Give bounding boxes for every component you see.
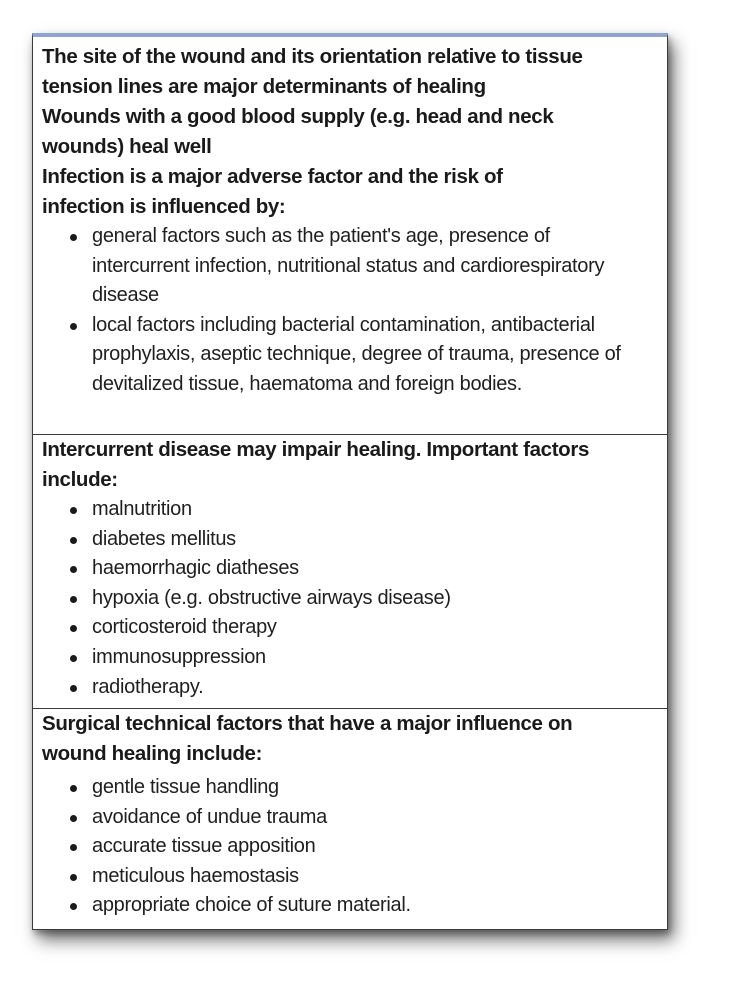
section-heading: Surgical technical factors that have a major influence on wound healing include: <box>42 712 573 765</box>
list-item-text: avoidance of undue trauma <box>92 805 327 828</box>
bullet-icon <box>70 566 77 573</box>
bullet-icon <box>70 537 77 544</box>
list-item <box>42 673 661 703</box>
bullet-icon <box>70 507 77 514</box>
section-intercurrent-disease <box>33 434 667 709</box>
list-item <box>42 222 620 311</box>
list-item-text: meticulous haemostasis <box>92 864 299 887</box>
bullet-icon <box>70 655 77 662</box>
bullet-icon <box>70 625 77 632</box>
statement-infection-risk: Infection is a major adverse factor and the risk of infection is influenced by: <box>42 165 503 218</box>
infection-factors-list <box>42 222 661 400</box>
list-item <box>42 554 661 584</box>
list-item <box>42 525 661 555</box>
list-item <box>42 832 661 862</box>
bullet-icon <box>70 596 77 603</box>
section-wound-site-infection <box>33 40 667 433</box>
list-item-text: malnutrition <box>92 498 192 520</box>
list-item-text: accurate tissue apposition <box>92 835 316 858</box>
list-item <box>42 584 661 614</box>
bullet-icon <box>70 903 77 910</box>
bullet-icon <box>70 815 77 822</box>
bullet-icon <box>70 874 77 881</box>
list-item-text: radiotherapy. <box>92 675 204 698</box>
statement-blood-supply: Wounds with a good blood supply (e.g. head and neck wounds) heal well <box>42 105 554 158</box>
list-item-text: gentle tissue handling <box>92 776 279 798</box>
list-item-text: appropriate choice of suture material. <box>92 894 411 917</box>
statement-site-orientation: The site of the wound and its orientation relative to tissue tension lines are major determinants of healing <box>42 45 583 98</box>
list-item-text: hypoxia (e.g. obstructive airways disease) <box>92 586 451 609</box>
section-heading: Intercurrent disease may impair healing. Important factors include: <box>42 438 590 491</box>
list-item-text: general factors such as the patient's age, presence of intercurrent infection, nutritional status and cardiorespiratory disease <box>92 225 605 307</box>
list-item <box>42 891 661 921</box>
list-item-text: immunosuppression <box>92 645 266 668</box>
list-item <box>42 613 661 643</box>
bullet-icon <box>70 844 77 851</box>
bullet-icon <box>70 323 77 330</box>
list-item-text: local factors including bacterial contamination, antibacterial prophylaxis, aseptic technique, degree of trauma, presence of devitalized tissue, haematoma and foreign bodies. <box>92 313 621 395</box>
bullet-icon <box>70 685 77 692</box>
list-item-text: corticosteroid therapy <box>92 616 277 639</box>
list-item <box>42 773 661 803</box>
list-item <box>42 803 661 833</box>
list-item-text: diabetes mellitus <box>92 527 236 550</box>
bullet-icon <box>70 234 77 241</box>
list-item <box>42 862 661 892</box>
bullet-icon <box>70 785 77 792</box>
list-item-text: haemorrhagic diatheses <box>92 557 299 580</box>
info-box <box>32 33 668 930</box>
section-surgical-technical-factors <box>33 708 667 930</box>
surgical-factors-list <box>42 773 661 921</box>
intercurrent-factors-list <box>42 495 661 702</box>
list-item <box>42 643 661 673</box>
list-item <box>42 311 648 400</box>
list-item <box>42 495 661 525</box>
